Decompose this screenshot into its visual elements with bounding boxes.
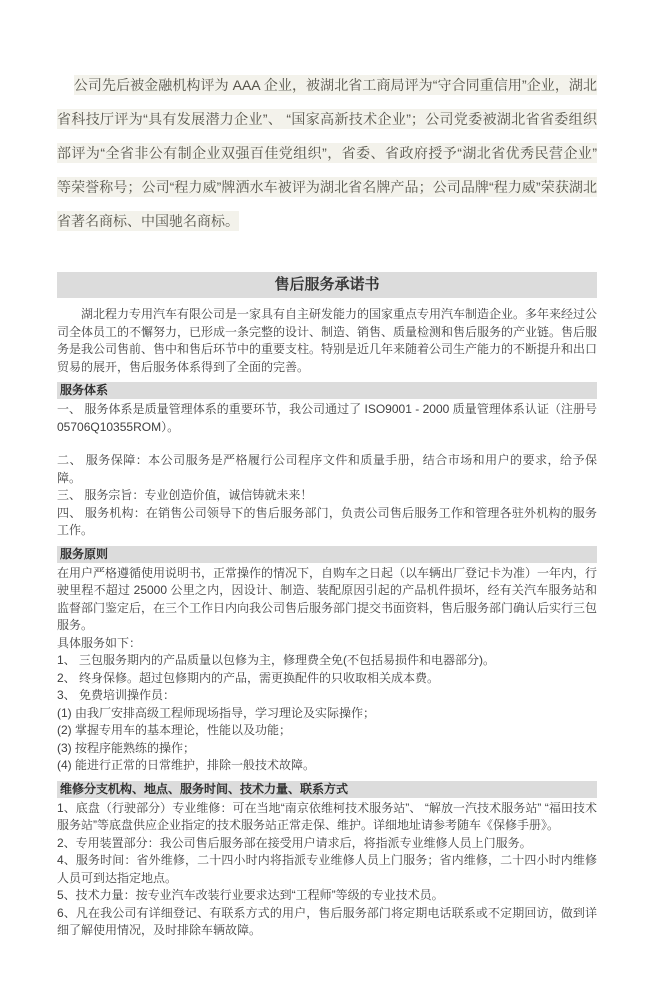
- page-content: [57, 68, 597, 940]
- subtitle: 具体服务如下：: [57, 635, 142, 650]
- list-item: 1、 三包服务期内的产品质量以包修为主，修理费全免(不包括易损件和电器部分)。: [57, 653, 496, 667]
- list-item: 1、底盘（行驶部分）专业维修：可在当地“南京依维柯技术服务站”、 “解放一汽技术服务站” “福田技术服务站”等底盘供应企业指定的技术服务站正常走保、维护。详细地址请参考随车《保修手册》。: [57, 800, 597, 832]
- document-body: [57, 306, 597, 940]
- section-heading-service-principles: 服务原则: [57, 546, 597, 563]
- list-item: 三、 服务宗旨：专业创造价值，诚信铸就未来！: [57, 488, 313, 502]
- company-honors-paragraph: [57, 68, 597, 238]
- list-item: 2、专用装置部分：我公司售后服务部在接受用户请求后，将指派专业维修人员上门服务。: [57, 835, 532, 850]
- list-item: 3、 免费培训操作员：: [57, 688, 176, 702]
- sub-list-item: (4) 能进行正常的日常维护，排除一般技术故障。: [57, 758, 316, 772]
- list-item: 四、 服务机构：在销售公司领导下的售后服务部门，负责公司售后服务工作和管理各驻外机构的服务工作。: [57, 505, 597, 537]
- list-item: 二、 服务保障：本公司服务是严格履行公司程序文件和质量手册，结合市场和用户的要求，给予保障。: [57, 453, 597, 485]
- overview-paragraph: 湖北程力专用汽车有限公司是一家具有自主研发能力的国家重点专用汽车制造企业。多年来经过公司全体员工的不懈努力，已形成一条完整的设计、制造、销售、质量检测和售后服务的产业链。售后服务是我公司售前、售中和售后环节中的重要支柱。特别是近几年来随着公司生产能力的不断提升和出口贸易的展开，售后服务体系得到了全面的完善。: [57, 307, 598, 374]
- sub-list-item: (3) 按程序能熟练的操作；: [57, 740, 196, 755]
- document-title: 售后服务承诺书: [57, 272, 597, 298]
- section-heading-service-system: 服务体系: [57, 382, 597, 399]
- list-item: 2、 终身保修。超过包修期内的产品，需更换配件的只收取相关成本费。: [57, 670, 440, 685]
- sub-list-item: (2) 掌握专用车的基本理论，性能以及功能；: [57, 723, 292, 737]
- sub-list-item: (1) 由我厂安排高级工程师现场指导，学习理论及实际操作；: [57, 705, 376, 720]
- list-item: 一、 服务体系是质量管理体系的重要环节，我公司通过了 ISO9001 - 2000 质量管理体系认证（注册号 05706Q10355ROM）。: [57, 402, 597, 434]
- document-page: [0, 68, 650, 987]
- principles-paragraph: 在用户严格遵循使用说明书，正常操作的情况下，自购车之日起（以车辆出厂登记卡为准）一年内，行驶里程不超过 25000 公里之内，因设计、制造、装配原因引起的产品机件损坏，经有关汽车服务站和监督部门鉴定后，在三个工作日内向我公司售后服务部门提交书面资料，售后服务部门确认后实行三包服务。: [57, 565, 598, 632]
- list-item: 4、服务时间：省外维修，二十四小时内将指派专业维修人员上门服务；省内维修，二十四小时内维修人员可到达指定地点。: [57, 853, 597, 885]
- section-heading-service-branches: 维修分支机构、地点、服务时间、技术力量、联系方式: [57, 781, 597, 798]
- highlighted-text: 公司先后被金融机构评为 AAA 企业，被湖北省工商局评为“守合同重信用”企业，湖北省科技厅评为“具有发展潜力企业”、 “国家高新技术企业”；公司党委被湖北省省委组织部评为“全省非公有制企业双强百佳党组织”，省委、省政府授予“湖北省优秀民营企业” 等荣誉称号；公司“程力威”牌洒水车被评为湖北省名牌产品；公司品牌“程力威”荣获湖北省著名商标、中国驰名商标。: [57, 77, 597, 229]
- list-item: 5、技术力量：按专业汽车改装行业要求达到“工程师”等级的专业技术员。: [57, 888, 444, 902]
- list-item: 6、凡在我公司有详细登记、有联系方式的用户，售后服务部门将定期电话联系或不定期回访，做到详细了解使用情况，及时排除车辆故障。: [57, 905, 597, 937]
